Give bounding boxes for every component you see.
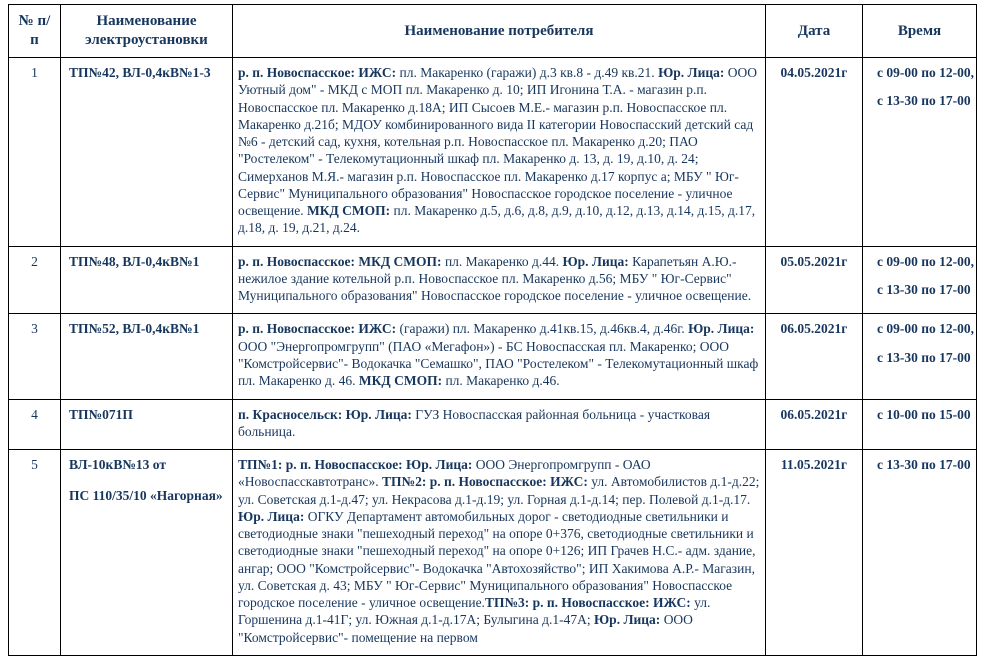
installation-cell <box>61 58 233 247</box>
consumer-text-segment: ул. Автомобилистов д.1-д.22; ул. Советская д.1-д.47; ул. Некрасова д.1-д.19; ул. Горная д.1-д.14; пер. Полевой д.1-д.17. <box>238 474 760 507</box>
time-cell <box>863 450 977 656</box>
consumer-text-segment: пл. Макаренко (гаражи) д.3 кв.8 - д.49 кв.21. <box>396 65 659 80</box>
table-body <box>9 58 977 656</box>
installation-paragraph: ВЛ-10кВ№13 от <box>69 457 166 473</box>
installation-paragraph: ТП№48, ВЛ-0,4кВ№1 <box>69 253 200 269</box>
table-row <box>9 246 977 314</box>
time-cell <box>863 399 977 450</box>
row-number-cell: 3 <box>9 314 61 399</box>
column-header-consumer: Наименование потребителя <box>233 5 766 58</box>
time-range: с 13-30 по 17-00 <box>877 349 971 365</box>
installation-paragraph: ТП№071П <box>69 406 133 422</box>
consumer-cell <box>233 450 766 656</box>
time-range: с 13-30 по 17-00 <box>877 457 971 473</box>
consumer-text-segment: п. Красносельск: Юр. Лица: <box>238 406 412 422</box>
installation-cell <box>61 246 233 314</box>
installation-paragraph: ПС 110/35/10 «Нагорная» <box>69 488 223 504</box>
consumer-text-segment: ООО Уютный дом" - МКД с МОП пл. Макаренко д. 10; ИП Игонина Т.А. - магазин р.п. Новоспасское пл. Макаренко д.18А; ИП Сысоев М.Е.- магазин р.п. Новоспасское пл. Макаренко д.21б; МДОУ комбинированного вида II категории Новоспасский детский сад №6 - детский сад, кухня, котельная р.п. Новоспасское пл. Макаренко д.20; ПАО "Ростелеком" - Телекомутационный шкаф пл. Макаренко д. 13, д. 19, д.10, д. 24; Симерханов М.Я.- магазин р.п. Новоспасское пл. Макаренко д.17 корпус а; МБУ " Юг-Сервис" Муниципального образования" Новоспасское городское поселение - уличное освещение. <box>238 65 758 219</box>
date-cell: 06.05.2021г <box>766 314 863 399</box>
installation-paragraph: ТП№42, ВЛ-0,4кВ№1-3 <box>69 65 211 80</box>
time-cell <box>863 58 977 247</box>
column-header-date: Дата <box>766 5 863 58</box>
installation-cell <box>61 450 233 656</box>
consumer-text-segment: ТП№1: р. п. Новоспасское: Юр. Лица: <box>238 457 473 473</box>
installation-cell <box>61 399 233 450</box>
row-number-cell: 4 <box>9 399 61 450</box>
consumer-text-segment: р. п. Новоспасское: ИЖС: <box>238 65 397 80</box>
consumer-text-segment: Юр. Лица: <box>688 321 755 337</box>
consumer-cell <box>233 58 766 247</box>
consumer-text-segment: Юр. Лица: <box>593 612 661 628</box>
consumer-text-segment: ООО "Комстройсервис"- помещение на первом <box>238 612 693 645</box>
consumer-text-segment: ООО "Энергопромгрупп" (ПАО «Мегафон») - БС Новоспасская пл. Макаренко; ООО "Комстройсервис"- Водокачка "Семашко", ПАО "Ростелеком" - Телекомутационный шкаф пл. Макаренко д. 46. <box>238 338 759 389</box>
table-row <box>9 399 977 450</box>
consumer-text-segment: Юр. Лица: <box>658 65 725 80</box>
consumer-text-segment: ул. Горшенина д.1-41Г; ул. Южная д.1-д.17А; Булыгина д.1-47А; <box>238 595 711 628</box>
consumer-text-segment: Юр. Лица: <box>238 508 305 524</box>
consumer-text-segment: пл. Макаренко д.5, д.6, д.8, д.9, д.10, д.12, д.13, д.14, д.15, д.17, д.18, д. 19, д.21, д.24. <box>238 203 756 236</box>
time-cell <box>863 314 977 399</box>
time-cell <box>863 246 977 314</box>
consumer-cell <box>233 314 766 399</box>
consumer-text-segment: ТП№3: р. п. Новоспасское: ИЖС: <box>484 595 691 611</box>
time-range: с 10-00 по 15-00 <box>877 406 971 422</box>
row-number-cell: 2 <box>9 246 61 314</box>
time-range: с 09-00 по 12-00, <box>877 321 975 337</box>
time-range: с 13-30 по 17-00 <box>877 93 971 109</box>
consumer-text-segment: Карапетьян А.Ю.- нежилое здание котельной р.п. Новоспасское пл. Макаренко д.56; МБУ " Юг-Сервис" Муниципального образования" Новоспасское городское поселение - уличное освещение. <box>238 253 752 304</box>
installation-paragraph: ТП№52, ВЛ-0,4кВ№1 <box>69 321 200 337</box>
consumer-text-segment: ОГКУ Департамент автомобильных дорог - светодиодные светильники и светодиодные знаки "пешеходный переход" на опоре 0+376, светодиодные светильники и светодиодные знаки "пешеходный переход" на опоре 0+126; ИП Грачев Н.С.- адм. здание, ангар; ООО "Комстройсервис"- Водокачка "Автохозяйство"; ИП Хакимова А.Р.- Магазин, ул. Советская д. 43; МБУ " Юг-Сервис" Муниципального образования" Новоспасское городское поселение - уличное освещение. <box>238 508 756 611</box>
consumer-text-segment: (гаражи) пл. Макаренко д.41кв.15, д.46кв.4, д.46г. <box>396 321 689 337</box>
column-header-installation: Наименование электроустановки <box>61 5 233 58</box>
row-number-cell: 1 <box>9 58 61 247</box>
consumer-text-segment: р. п. Новоспасское: ИЖС: <box>238 321 397 337</box>
date-cell: 06.05.2021г <box>766 399 863 450</box>
consumer-text-segment: Юр. Лица: <box>562 253 629 269</box>
consumer-cell <box>233 399 766 450</box>
date-cell: 11.05.2021г <box>766 450 863 656</box>
consumer-text-segment: ООО Энергопромгрупп - ОАО «Новоспасскавтотранс». <box>238 457 651 490</box>
consumer-text-segment: МКД СМОП: <box>358 373 443 389</box>
consumer-cell <box>233 246 766 314</box>
consumer-text-segment: МКД СМОП: <box>306 203 391 219</box>
column-header-number: № п/п <box>9 5 61 58</box>
date-cell: 05.05.2021г <box>766 246 863 314</box>
consumer-text-segment: ГУЗ Новоспасская районная больница - участковая больница. <box>238 406 711 439</box>
table-row <box>9 450 977 656</box>
time-range: с 13-30 по 17-00 <box>877 281 971 297</box>
table-header-row <box>9 5 977 58</box>
consumer-text-segment: р. п. Новоспасское: МКД СМОП: <box>238 253 442 269</box>
table-row <box>9 314 977 399</box>
date-cell: 04.05.2021г <box>766 58 863 247</box>
consumer-text-segment: пл. Макаренко д.46. <box>442 373 560 389</box>
installation-cell <box>61 314 233 399</box>
outage-schedule-table <box>8 4 977 656</box>
row-number-cell: 5 <box>9 450 61 656</box>
consumer-text-segment: пл. Макаренко д.44. <box>441 253 563 269</box>
consumer-text-segment: ТП№2: р. п. Новоспасское: ИЖС: <box>382 474 588 490</box>
time-range: с 09-00 по 12-00, <box>877 65 975 80</box>
column-header-time: Время <box>863 5 977 58</box>
time-range: с 09-00 по 12-00, <box>877 253 975 269</box>
table-row <box>9 58 977 247</box>
